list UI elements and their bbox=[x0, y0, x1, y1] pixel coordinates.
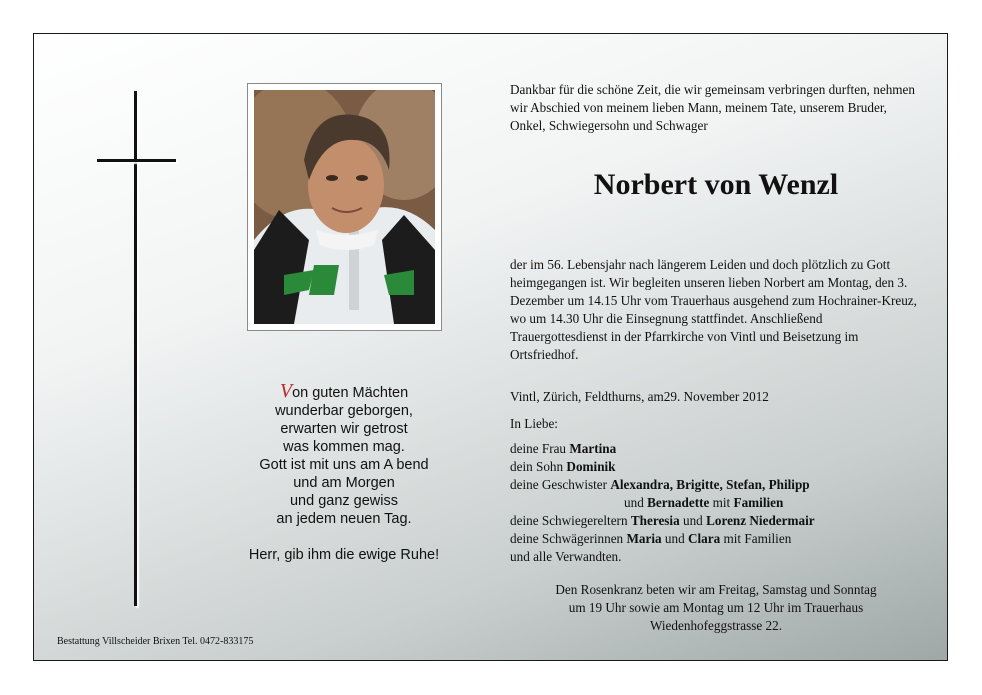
cross-icon-horizontal bbox=[97, 159, 176, 162]
poem-initial: V bbox=[279, 380, 293, 402]
obituary-card bbox=[33, 33, 948, 661]
poem-line: an jedem neuen Tag. bbox=[276, 511, 412, 527]
deceased-name: Norbert von Wenzl bbox=[593, 168, 839, 201]
funeral-home-footer: Bestattung Villscheider Brixen Tel. 0472-833175 bbox=[57, 636, 254, 647]
in-liebe-label: In Liebe: bbox=[510, 416, 558, 431]
family-list bbox=[510, 440, 920, 566]
rosary-line: Den Rosenkranz beten wir am Freitag, Samstag und Sonntag bbox=[555, 582, 877, 597]
rosary-line: Wiedenhofeggstrasse 22. bbox=[649, 618, 783, 633]
family-line-siblings-2: und Bernadette mit Familien bbox=[624, 495, 784, 510]
family-line-siblings: deine Geschwister Alexandra, Brigitte, Stefan, Philipp bbox=[510, 477, 810, 492]
poem-closing: Herr, gib ihm die ewige Ruhe! bbox=[248, 547, 440, 563]
poem-line: wunderbar geborgen, bbox=[275, 403, 413, 419]
family-line-son: dein Sohn Dominik bbox=[510, 459, 616, 474]
rosary-line: um 19 Uhr sowie am Montag um 12 Uhr im Trauerhaus bbox=[568, 600, 864, 615]
poem-line: erwarten wir getrost bbox=[280, 421, 408, 437]
portrait-frame bbox=[247, 83, 442, 331]
place-date: Vintl, Zürich, Feldthurns, am29. November 2012 bbox=[510, 389, 769, 404]
family-line-sisters-in-law: deine Schwägerinnen Maria und Clara mit Familien bbox=[510, 531, 792, 546]
announcement-text: der im 56. Lebensjahr nach längerem Leiden und doch plötzlich zu Gott heimgegangen ist. Wir begleiten unseren lieben Norbert am Montag, den 3. Dezember um 14.15 Uhr vom Trauerhaus ausgehend zum Hochrainer-Kreuz, wo um 14.30 Uhr die Einsegnung stattfindet. Anschließend Trauergottesdienst in der Pfarrkirche von Vintl und Beisetzung im Ortsfriedhof. bbox=[510, 257, 917, 362]
family-line-wife: deine Frau Martina bbox=[510, 441, 617, 456]
family-line-inlaws: deine Schwiegereltern Theresia und Lorenz Niedermair bbox=[510, 513, 815, 528]
rosary-notice bbox=[510, 581, 922, 635]
poem-line: und ganz gewiss bbox=[289, 493, 398, 509]
poem bbox=[199, 382, 489, 564]
portrait-photo bbox=[254, 90, 435, 324]
cross-icon-vertical bbox=[134, 91, 137, 606]
poem-line: was kommen mag. bbox=[283, 439, 405, 455]
poem-line: Von guten Mächten bbox=[279, 380, 409, 402]
family-line-relatives: und alle Verwandten. bbox=[510, 549, 622, 564]
poem-line: Gott ist mit uns am A bend bbox=[259, 457, 429, 473]
poem-line: und am Morgen bbox=[293, 475, 395, 491]
intro-text: Dankbar für die schöne Zeit, die wir gemeinsam verbringen durften, nehmen wir Abschied von meinem lieben Mann, meinem Tate, unserem Bruder, Onkel, Schwiegersohn und Schwager bbox=[510, 82, 916, 133]
